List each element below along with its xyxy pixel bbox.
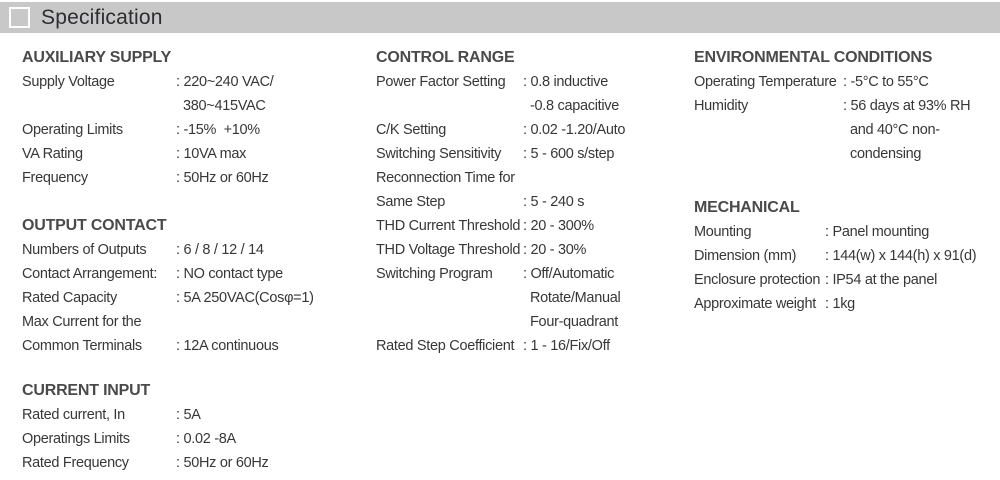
section-header-bar — [0, 2, 1000, 33]
square-outline-icon — [9, 7, 30, 28]
spec-value: : -15% +10% — [176, 122, 260, 138]
spec-value: : 0.8 inductive — [523, 74, 608, 90]
spec-label — [376, 94, 523, 118]
spec-value: condensing — [850, 146, 922, 162]
spec-row — [22, 451, 370, 475]
spec-label: Frequency — [22, 170, 88, 186]
spec-row — [376, 94, 688, 118]
spec-value: : 5 - 240 s — [523, 194, 585, 210]
spec-label: Humidity — [694, 98, 748, 114]
spec-column-right — [694, 45, 996, 316]
spec-value: : 1kg — [825, 296, 855, 312]
section-title: AUXILIARY SUPPLY — [22, 49, 172, 66]
spec-label: VA Rating — [22, 146, 83, 162]
spec-row — [22, 166, 370, 190]
spec-value: : 5 - 600 s/step — [523, 146, 615, 162]
spec-label: THD Voltage Threshold — [376, 242, 521, 258]
page-title: Specification — [41, 5, 163, 29]
spec-value: 380~415VAC — [183, 98, 266, 114]
spec-value: : 5A — [176, 407, 201, 423]
spec-value: : 1 - 16/Fix/Off — [523, 338, 610, 354]
spec-value: : 20 - 300% — [523, 218, 594, 234]
section-current-input — [22, 378, 370, 475]
spec-label: Rated Capacity — [22, 290, 117, 306]
spec-row — [694, 70, 996, 94]
section-title: ENVIRONMENTAL CONDITIONS — [694, 49, 933, 66]
spec-value: : 6 / 8 / 12 / 14 — [176, 242, 264, 258]
spec-value: : -5°C to 55°C — [843, 74, 929, 90]
spec-row — [22, 94, 370, 118]
spec-label: THD Current Threshold — [376, 218, 521, 234]
spec-value: : 12A continuous — [176, 338, 279, 354]
spec-label: Reconnection Time for — [376, 170, 515, 186]
spec-label: Rated Step Coefficient — [376, 338, 515, 354]
spec-row — [376, 238, 688, 262]
spec-row — [22, 70, 370, 94]
spec-row — [22, 238, 370, 262]
spec-label: Operating Temperature — [694, 74, 837, 90]
section-title: OUTPUT CONTACT — [22, 217, 167, 234]
spec-label: Switching Program — [376, 266, 493, 282]
spec-row — [22, 310, 370, 334]
spec-value: Rotate/Manual — [530, 290, 621, 306]
section-title: CONTROL RANGE — [376, 49, 515, 66]
spec-label: C/K Setting — [376, 122, 447, 138]
section-title: MECHANICAL — [694, 199, 800, 216]
spec-row — [376, 262, 688, 286]
spec-row — [22, 142, 370, 166]
spec-label: Operatings Limits — [22, 431, 130, 447]
spec-row — [694, 220, 996, 244]
spec-label: Rated Frequency — [22, 455, 129, 471]
spec-row — [694, 142, 996, 166]
spec-value: : 0.02 -8A — [176, 431, 236, 447]
spec-row — [22, 334, 370, 358]
spec-value: and 40°C non- — [850, 122, 940, 138]
spec-row — [376, 190, 688, 214]
spec-row — [376, 214, 688, 238]
spec-label: Common Terminals — [22, 338, 142, 354]
section-title: CURRENT INPUT — [22, 382, 151, 399]
spec-row — [22, 427, 370, 451]
spec-row — [694, 118, 996, 142]
spec-value: : NO contact type — [176, 266, 283, 282]
spec-value: : IP54 at the panel — [825, 272, 937, 288]
spec-row — [376, 310, 688, 334]
spec-row — [22, 286, 370, 310]
section-auxiliary-supply — [22, 45, 370, 190]
spec-row — [376, 70, 688, 94]
spec-row — [376, 286, 688, 310]
spec-label: Approximate weight — [694, 296, 816, 312]
spec-value: : Panel mounting — [825, 224, 930, 240]
spec-value: : Off/Automatic — [523, 266, 615, 282]
spec-label: Enclosure protection — [694, 272, 821, 288]
spec-label: Numbers of Outputs — [22, 242, 147, 258]
spec-label — [376, 310, 523, 334]
spec-row — [22, 118, 370, 142]
spec-value: : 50Hz or 60Hz — [176, 455, 269, 471]
spec-value: : 50Hz or 60Hz — [176, 170, 269, 186]
spec-row — [694, 94, 996, 118]
spec-label: Mounting — [694, 224, 752, 240]
spec-label: Rated current, In — [22, 407, 125, 423]
spec-label: Max Current for the — [22, 314, 142, 330]
spec-label — [694, 118, 843, 142]
spec-label: Operating Limits — [22, 122, 123, 138]
section-mechanical — [694, 195, 996, 316]
spec-value: -0.8 capacitive — [530, 98, 619, 114]
section-control-range — [376, 45, 688, 358]
spec-label: Switching Sensitivity — [376, 146, 502, 162]
spec-row — [376, 166, 688, 190]
spec-label: Same Step — [376, 194, 446, 210]
spec-row — [22, 262, 370, 286]
spec-label — [22, 94, 176, 118]
spec-label: Contact Arrangement: — [22, 266, 158, 282]
spec-value: : 56 days at 93% RH — [843, 98, 971, 114]
spec-row — [694, 292, 996, 316]
spec-value: : 10VA max — [176, 146, 247, 162]
spec-value: : 0.02 -1.20/Auto — [523, 122, 626, 138]
spec-row — [694, 244, 996, 268]
spec-value: : 20 - 30% — [523, 242, 587, 258]
spec-row — [694, 268, 996, 292]
spec-value: Four-quadrant — [530, 314, 618, 330]
spec-label: Dimension (mm) — [694, 248, 797, 264]
spec-column-left — [22, 45, 370, 475]
spec-label — [376, 286, 523, 310]
section-output-contact — [22, 213, 370, 358]
spec-value: : 220~240 VAC/ — [176, 74, 274, 90]
spec-row — [376, 334, 688, 358]
section-environmental-conditions — [694, 45, 996, 166]
spec-row — [376, 142, 688, 166]
spec-value: : 144(w) x 144(h) x 91(d) — [825, 248, 977, 264]
spec-label — [694, 142, 843, 166]
spec-label: Supply Voltage — [22, 74, 115, 90]
spec-row — [376, 118, 688, 142]
spec-row — [22, 403, 370, 427]
spec-column-middle — [376, 45, 688, 358]
spec-value: : 5A 250VAC(Cosφ=1) — [176, 290, 314, 306]
spec-label: Power Factor Setting — [376, 74, 506, 90]
